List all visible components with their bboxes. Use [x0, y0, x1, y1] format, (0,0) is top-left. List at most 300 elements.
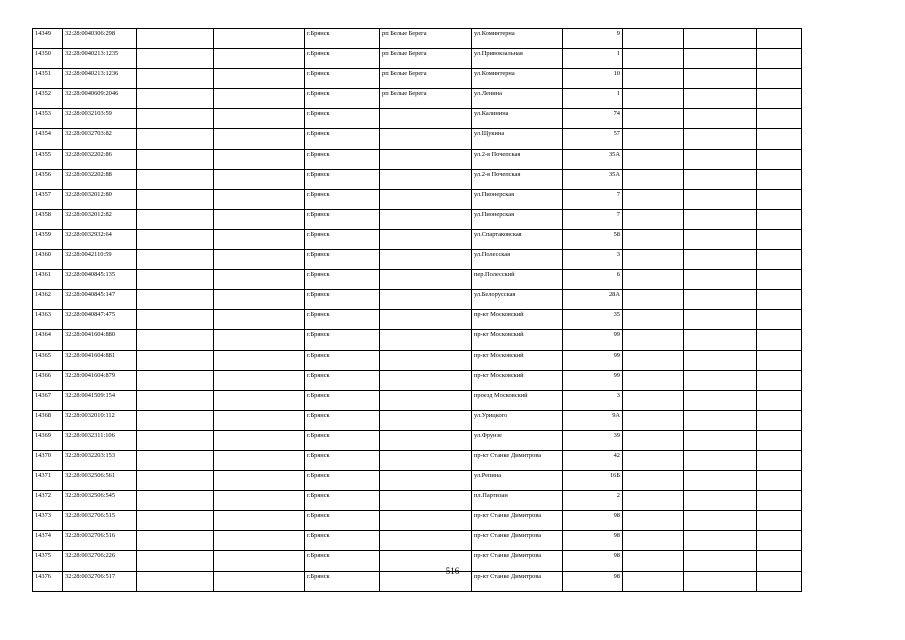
cell-record-number: 14365 [33, 350, 63, 370]
cell-record-number: 14367 [33, 390, 63, 410]
cell-empty [757, 290, 802, 310]
cell-house-number: 99 [563, 330, 623, 350]
cell-city: г.Брянск [305, 551, 380, 571]
cell-empty [137, 450, 214, 470]
cell-settlement: рп Белые Берега [380, 89, 472, 109]
cell-empty [757, 350, 802, 370]
cell-cadastral-number: 32:28:0032506:545 [63, 491, 137, 511]
cell-record-number: 14368 [33, 410, 63, 430]
table-row [33, 209, 802, 229]
cell-empty [214, 89, 305, 109]
cell-empty [623, 471, 684, 491]
cell-cadastral-number: 32:28:0041604:880 [63, 330, 137, 350]
cell-house-number: 74 [563, 109, 623, 129]
cell-empty [214, 270, 305, 290]
cell-settlement [380, 169, 472, 189]
cell-cadastral-number: 32:28:0032706:516 [63, 531, 137, 551]
table-row [33, 69, 802, 89]
cell-empty [623, 229, 684, 249]
cell-empty [757, 129, 802, 149]
cell-record-number: 14370 [33, 450, 63, 470]
cell-cadastral-number: 32:28:0040847:475 [63, 310, 137, 330]
cell-empty [214, 491, 305, 511]
cell-house-number: 9А [563, 410, 623, 430]
cell-house-number: 7 [563, 209, 623, 229]
cell-city: г.Брянск [305, 350, 380, 370]
cell-settlement [380, 390, 472, 410]
cell-empty [757, 531, 802, 551]
cell-street: пр-кт Станке Димитрова [472, 571, 563, 591]
cell-house-number: 6 [563, 270, 623, 290]
cell-settlement [380, 450, 472, 470]
cell-empty [137, 189, 214, 209]
cell-street: ул.Белорусская [472, 290, 563, 310]
cell-cadastral-number: 32:28:0040213:1235 [63, 49, 137, 69]
cell-record-number: 14363 [33, 310, 63, 330]
cell-city: г.Брянск [305, 491, 380, 511]
cell-empty [137, 270, 214, 290]
cell-empty [623, 310, 684, 330]
cell-empty [623, 330, 684, 350]
cell-empty [757, 29, 802, 49]
cell-record-number: 14373 [33, 511, 63, 531]
cell-house-number: 1 [563, 49, 623, 69]
cell-empty [214, 290, 305, 310]
cell-empty [757, 149, 802, 169]
cell-cadastral-number: 32:28:0040609:2046 [63, 89, 137, 109]
cell-empty [137, 310, 214, 330]
cell-empty [684, 250, 757, 270]
cell-street: пр-кт Станке Димитрова [472, 551, 563, 571]
cell-settlement: рп Белые Берега [380, 49, 472, 69]
cell-empty [623, 491, 684, 511]
cell-empty [623, 169, 684, 189]
cell-city: г.Брянск [305, 511, 380, 531]
cell-settlement [380, 430, 472, 450]
cell-record-number: 14360 [33, 250, 63, 270]
cell-empty [623, 69, 684, 89]
cell-city: г.Брянск [305, 149, 380, 169]
cell-empty [137, 69, 214, 89]
cell-empty [684, 491, 757, 511]
cell-cadastral-number: 32:28:0040845:147 [63, 290, 137, 310]
cell-cadastral-number: 32:28:0032706:517 [63, 571, 137, 591]
cell-empty [214, 189, 305, 209]
cell-empty [684, 109, 757, 129]
cell-house-number: 98 [563, 571, 623, 591]
cell-settlement: рп Белые Берега [380, 69, 472, 89]
cell-settlement [380, 511, 472, 531]
cell-record-number: 14359 [33, 229, 63, 249]
cell-empty [623, 270, 684, 290]
cell-settlement [380, 149, 472, 169]
cell-street: ул.2-я Почепская [472, 169, 563, 189]
page-number: 516 [445, 566, 460, 576]
cell-street: ул.2-я Почепская [472, 149, 563, 169]
cell-empty [623, 209, 684, 229]
cell-empty [757, 69, 802, 89]
cell-city: г.Брянск [305, 89, 380, 109]
cell-empty [684, 189, 757, 209]
cell-city: г.Брянск [305, 169, 380, 189]
cell-settlement [380, 330, 472, 350]
cell-empty [137, 290, 214, 310]
cell-empty [757, 410, 802, 430]
cell-record-number: 14355 [33, 149, 63, 169]
cell-house-number: 7 [563, 189, 623, 209]
cell-record-number: 14369 [33, 430, 63, 450]
cell-settlement [380, 370, 472, 390]
cell-empty [137, 410, 214, 430]
cell-empty [684, 450, 757, 470]
cell-empty [757, 229, 802, 249]
cell-empty [214, 350, 305, 370]
table-row [33, 169, 802, 189]
cell-empty [684, 270, 757, 290]
table-row [33, 390, 802, 410]
cell-house-number: 58 [563, 229, 623, 249]
cell-street: ул.Пионерская [472, 209, 563, 229]
cell-street: ул.Спартаковская [472, 229, 563, 249]
cell-record-number: 14356 [33, 169, 63, 189]
cell-empty [757, 189, 802, 209]
cell-cadastral-number: 32:28:0032012:82 [63, 209, 137, 229]
cell-settlement [380, 270, 472, 290]
cell-cadastral-number: 32:28:0040213:1236 [63, 69, 137, 89]
cell-empty [757, 471, 802, 491]
cell-empty [214, 390, 305, 410]
cell-empty [214, 129, 305, 149]
table-row [33, 189, 802, 209]
table-row [33, 250, 802, 270]
cell-street: ул.Привокзальная [472, 49, 563, 69]
cell-street: ул.Фрунзе [472, 430, 563, 450]
cell-house-number: 98 [563, 511, 623, 531]
cell-cadastral-number: 32:28:0042110:59 [63, 250, 137, 270]
cell-empty [214, 310, 305, 330]
cell-empty [623, 49, 684, 69]
cell-empty [137, 511, 214, 531]
cell-empty [757, 390, 802, 410]
cell-empty [757, 89, 802, 109]
table-row [33, 491, 802, 511]
cell-empty [684, 471, 757, 491]
table-row [33, 310, 802, 330]
cell-settlement [380, 129, 472, 149]
cell-empty [684, 89, 757, 109]
cell-empty [137, 330, 214, 350]
cell-empty [137, 229, 214, 249]
cell-record-number: 14354 [33, 129, 63, 149]
table-row [33, 531, 802, 551]
cell-empty [623, 430, 684, 450]
table-row [33, 49, 802, 69]
cell-street: ул.Полесская [472, 250, 563, 270]
cell-empty [757, 209, 802, 229]
cell-record-number: 14361 [33, 270, 63, 290]
cell-empty [684, 209, 757, 229]
cell-city: г.Брянск [305, 29, 380, 49]
table-row [33, 109, 802, 129]
cell-empty [623, 450, 684, 470]
table-row [33, 450, 802, 470]
cell-empty [757, 370, 802, 390]
cell-city: г.Брянск [305, 450, 380, 470]
cell-street: ул.Репина [472, 471, 563, 491]
cell-empty [684, 350, 757, 370]
cell-street: пр-кт Московский [472, 330, 563, 350]
cell-house-number: 99 [563, 370, 623, 390]
cell-street: пр-кт Станке Димитрова [472, 531, 563, 551]
cell-city: г.Брянск [305, 69, 380, 89]
cell-house-number: 98 [563, 551, 623, 571]
cell-cadastral-number: 32:28:0032010:112 [63, 410, 137, 430]
cell-empty [757, 49, 802, 69]
cell-record-number: 14374 [33, 531, 63, 551]
cell-empty [757, 270, 802, 290]
cell-empty [684, 430, 757, 450]
cell-empty [137, 129, 214, 149]
table-row [33, 350, 802, 370]
cell-cadastral-number: 32:28:0041604:879 [63, 370, 137, 390]
cell-empty [623, 350, 684, 370]
cell-empty [137, 209, 214, 229]
cell-city: г.Брянск [305, 270, 380, 290]
cell-record-number: 14353 [33, 109, 63, 129]
cell-empty [214, 370, 305, 390]
cell-empty [137, 471, 214, 491]
cell-city: г.Брянск [305, 129, 380, 149]
cell-cadastral-number: 32:28:0032703:82 [63, 129, 137, 149]
cell-street: ул.Ленина [472, 89, 563, 109]
cell-empty [757, 169, 802, 189]
cell-settlement [380, 209, 472, 229]
cell-empty [137, 531, 214, 551]
cell-street: ул.Пионерская [472, 189, 563, 209]
cell-street: пр-кт Станке Димитрова [472, 450, 563, 470]
cell-empty [684, 390, 757, 410]
cell-cadastral-number: 32:28:0032203:153 [63, 450, 137, 470]
cell-empty [137, 149, 214, 169]
cell-house-number: 35А [563, 149, 623, 169]
cell-empty [137, 109, 214, 129]
cell-empty [623, 410, 684, 430]
table-row [33, 430, 802, 450]
cell-cadastral-number: 32:28:0041604:881 [63, 350, 137, 370]
cell-cadastral-number: 32:28:0032706:226 [63, 551, 137, 571]
cell-settlement: рп Белые Берега [380, 29, 472, 49]
cell-empty [623, 109, 684, 129]
cell-empty [214, 109, 305, 129]
cell-record-number: 14358 [33, 209, 63, 229]
cell-settlement [380, 531, 472, 551]
cell-empty [137, 169, 214, 189]
cell-empty [137, 29, 214, 49]
table-row [33, 149, 802, 169]
cell-house-number: 35А [563, 169, 623, 189]
table-row [33, 471, 802, 491]
cell-empty [757, 450, 802, 470]
cell-empty [757, 330, 802, 350]
cell-house-number: 42 [563, 450, 623, 470]
cell-empty [684, 410, 757, 430]
cell-settlement [380, 290, 472, 310]
cell-empty [684, 370, 757, 390]
table-row [33, 511, 802, 531]
cell-record-number: 14372 [33, 491, 63, 511]
cell-empty [214, 69, 305, 89]
cell-street: ул.Калинина [472, 109, 563, 129]
cell-empty [214, 169, 305, 189]
cell-record-number: 14349 [33, 29, 63, 49]
cell-city: г.Брянск [305, 229, 380, 249]
cell-city: г.Брянск [305, 531, 380, 551]
cell-street: пер.Полесский [472, 270, 563, 290]
cell-empty [684, 511, 757, 531]
cell-empty [214, 49, 305, 69]
cell-house-number: 99 [563, 350, 623, 370]
table-row [33, 290, 802, 310]
cell-street: ул.Коминтерна [472, 29, 563, 49]
cell-record-number: 14352 [33, 89, 63, 109]
cell-record-number: 14351 [33, 69, 63, 89]
cell-city: г.Брянск [305, 471, 380, 491]
cell-empty [137, 49, 214, 69]
cell-empty [214, 511, 305, 531]
cell-empty [757, 109, 802, 129]
table-row [33, 129, 802, 149]
registry-table [32, 28, 802, 592]
cell-city: г.Брянск [305, 571, 380, 591]
cell-street: пр-кт Московский [472, 310, 563, 330]
cell-empty [214, 430, 305, 450]
cell-street: пр-кт Московский [472, 350, 563, 370]
cell-empty [684, 310, 757, 330]
cell-house-number: 10 [563, 69, 623, 89]
cell-record-number: 14366 [33, 370, 63, 390]
cell-empty [214, 229, 305, 249]
cell-house-number: 39 [563, 430, 623, 450]
cell-cadastral-number: 32:28:0032103:59 [63, 109, 137, 129]
cell-empty [684, 330, 757, 350]
cell-city: г.Брянск [305, 370, 380, 390]
cell-settlement [380, 491, 472, 511]
cell-empty [137, 390, 214, 410]
cell-cadastral-number: 32:28:0032311:106 [63, 430, 137, 450]
cell-empty [684, 129, 757, 149]
cell-settlement [380, 471, 472, 491]
cell-empty [623, 370, 684, 390]
cell-empty [137, 430, 214, 450]
cell-record-number: 14362 [33, 290, 63, 310]
cell-empty [684, 290, 757, 310]
cell-cadastral-number: 32:28:0032202:88 [63, 169, 137, 189]
cell-empty [214, 410, 305, 430]
cell-street: ул.Щукина [472, 129, 563, 149]
cell-empty [214, 330, 305, 350]
cell-city: г.Брянск [305, 330, 380, 350]
cell-settlement [380, 250, 472, 270]
cell-empty [757, 310, 802, 330]
cell-house-number: 9 [563, 29, 623, 49]
cell-house-number: 16Б [563, 471, 623, 491]
cell-empty [137, 89, 214, 109]
table-row [33, 29, 802, 49]
cell-empty [623, 531, 684, 551]
cell-empty [684, 149, 757, 169]
cell-cadastral-number: 32:28:0032706:515 [63, 511, 137, 531]
cell-cadastral-number: 32:28:0041509:154 [63, 390, 137, 410]
cell-cadastral-number: 32:28:0040845:135 [63, 270, 137, 290]
cell-settlement [380, 189, 472, 209]
cell-record-number: 14371 [33, 471, 63, 491]
cell-house-number: 2 [563, 491, 623, 511]
cell-empty [214, 149, 305, 169]
cell-empty [137, 250, 214, 270]
cell-empty [623, 511, 684, 531]
cell-empty [137, 491, 214, 511]
cell-house-number: 28А [563, 290, 623, 310]
cell-empty [684, 29, 757, 49]
cell-house-number: 35 [563, 310, 623, 330]
cell-house-number: 3 [563, 250, 623, 270]
cell-empty [623, 189, 684, 209]
table-row [33, 270, 802, 290]
cell-street: пл.Партизан [472, 491, 563, 511]
cell-city: г.Брянск [305, 189, 380, 209]
cell-city: г.Брянск [305, 250, 380, 270]
cell-empty [684, 69, 757, 89]
cell-city: г.Брянск [305, 109, 380, 129]
cell-empty [214, 29, 305, 49]
cell-empty [684, 229, 757, 249]
cell-empty [214, 471, 305, 491]
cell-cadastral-number: 32:28:0032506:561 [63, 471, 137, 491]
table-row [33, 330, 802, 350]
cell-house-number: 1 [563, 89, 623, 109]
cell-house-number: 98 [563, 531, 623, 551]
cell-empty [214, 250, 305, 270]
cell-house-number: 3 [563, 390, 623, 410]
cell-empty [137, 370, 214, 390]
cell-settlement [380, 229, 472, 249]
registry-table-body [33, 29, 802, 592]
cell-street: пр-кт Московский [472, 370, 563, 390]
cell-empty [214, 209, 305, 229]
cell-empty [137, 350, 214, 370]
cell-record-number: 14350 [33, 49, 63, 69]
cell-record-number: 14376 [33, 571, 63, 591]
cell-street: ул.Урицкого [472, 410, 563, 430]
table-row [33, 410, 802, 430]
cell-empty [623, 390, 684, 410]
cell-street: ул.Коминтерна [472, 69, 563, 89]
cell-empty [623, 129, 684, 149]
cell-empty [623, 149, 684, 169]
cell-record-number: 14375 [33, 551, 63, 571]
cell-empty [214, 450, 305, 470]
cell-empty [757, 250, 802, 270]
cell-empty [684, 49, 757, 69]
cell-empty [757, 511, 802, 531]
cell-city: г.Брянск [305, 310, 380, 330]
cell-record-number: 14357 [33, 189, 63, 209]
cell-empty [684, 169, 757, 189]
cell-empty [757, 430, 802, 450]
cell-empty [757, 491, 802, 511]
cell-city: г.Брянск [305, 430, 380, 450]
cell-cadastral-number: 32:28:0032202:86 [63, 149, 137, 169]
